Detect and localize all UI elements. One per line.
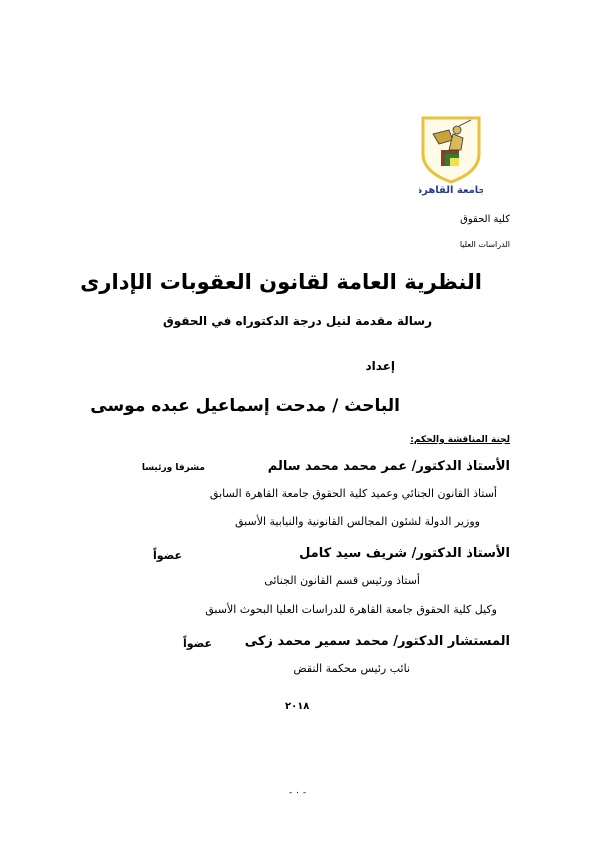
- department-name: الدراسات العليا: [459, 240, 510, 249]
- university-logo: [419, 116, 483, 196]
- thesis-subtitle: رسالة مقدمة لنيل درجة الدكتوراه في الحقوق: [163, 314, 432, 328]
- page-number: - ٠ -: [289, 788, 307, 798]
- member-role: عضواً: [182, 637, 212, 650]
- member-description: أستاذ القانون الجنائي وعميد كلية الحقوق جامعة القاهرة السابق: [209, 487, 497, 500]
- committee-label: لجنة المناقشة والحكم:: [410, 435, 510, 445]
- year: ٢٠١٨: [285, 701, 310, 712]
- cairo-university-crest-icon: [419, 116, 483, 196]
- member-name: الأستاذ الدكتور/ عمر محمد محمد سالم: [267, 459, 510, 474]
- logo-text: جامعة القاهرة: [419, 185, 483, 196]
- member-description: ووزير الدولة لشئون المجالس القانونية والنيابية الأسبق: [234, 515, 480, 528]
- member-name: المستشار الدكتور/ محمد سمير محمد زكى: [244, 634, 510, 649]
- prepared-by-label: إعداد: [365, 359, 395, 373]
- member-role: مشرفا ورئيسا: [141, 463, 205, 473]
- member-name: الأستاذ الدكتور/ شريف سيد كامل: [299, 546, 510, 561]
- member-description: أستاذ ورئيس قسم القانون الجنائى: [264, 574, 420, 587]
- member-role: عضواً: [152, 549, 182, 562]
- researcher-name: الباحث / مدحت إسماعيل عبده موسى: [90, 396, 400, 416]
- member-description: نائب رئيس محكمة النقض: [293, 662, 410, 675]
- member-description: وكيل كلية الحقوق جامعة القاهرة للدراسات العليا البحوث الأسبق: [205, 603, 497, 616]
- faculty-name: كلية الحقوق: [460, 214, 510, 225]
- thesis-title: النظرية العامة لقانون العقوبات الإدارى: [80, 270, 482, 294]
